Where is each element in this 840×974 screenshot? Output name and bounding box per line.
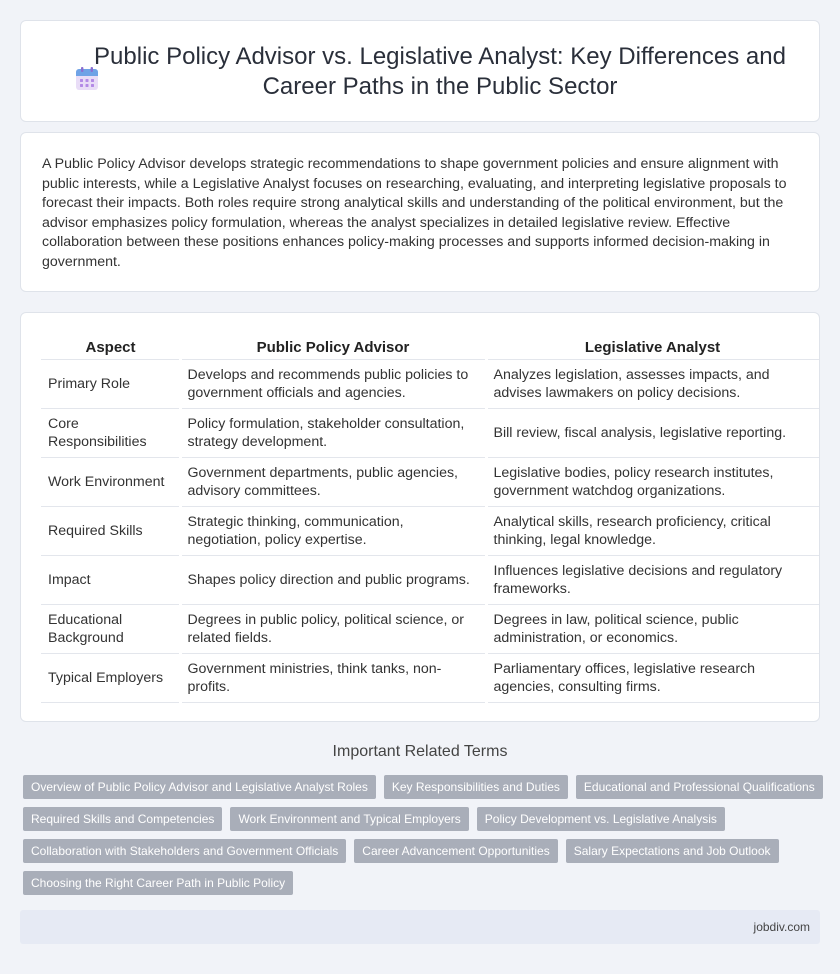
table-row xyxy=(41,653,819,702)
related-term-tag[interactable]: Salary Expectations and Job Outlook xyxy=(566,839,779,863)
related-term-tag[interactable]: Career Advancement Opportunities xyxy=(354,839,557,863)
comparison-table xyxy=(41,335,819,703)
row-advisor: Strategic thinking, communication, negotiation, policy expertise. xyxy=(180,506,486,555)
related-term-tag[interactable]: Overview of Public Policy Advisor and Legislative Analyst Roles xyxy=(23,775,376,799)
row-advisor: Develops and recommends public policies to government officials and agencies. xyxy=(180,359,486,408)
row-analyst: Bill review, fiscal analysis, legislative reporting. xyxy=(486,408,819,457)
row-aspect: Work Environment xyxy=(41,457,180,506)
intro-paragraph: A Public Policy Advisor develops strategic recommendations to shape government policies and ensure alignment with public interests, while a Legislative Analyst focuses on researching, evaluating, and interpreting legislative proposals to forecast their impacts. Both roles require strong analytical skills and understanding of the political environment, but the advisor emphasizes policy formulation, whereas the analyst specializes in detailed legislative review. Effective collaboration between these positions enhances policy-making processes and supports informed decision-making in government. xyxy=(42,156,787,270)
row-advisor: Government departments, public agencies, advisory committees. xyxy=(180,457,486,506)
row-analyst: Influences legislative decisions and regulatory frameworks. xyxy=(486,555,819,604)
row-aspect: Primary Role xyxy=(41,359,180,408)
header-advisor: Public Policy Advisor xyxy=(180,335,486,359)
footer xyxy=(20,910,820,944)
row-analyst: Analyzes legislation, assesses impacts, and advises lawmakers on policy decisions. xyxy=(486,359,819,408)
row-advisor: Government ministries, think tanks, non-profits. xyxy=(180,653,486,702)
related-term-tag[interactable]: Work Environment and Typical Employers xyxy=(230,807,468,831)
row-aspect: Required Skills xyxy=(41,506,180,555)
row-advisor: Policy formulation, stakeholder consultation, strategy development. xyxy=(180,408,486,457)
table-row xyxy=(41,359,819,408)
row-aspect: Educational Background xyxy=(41,604,180,653)
table-row xyxy=(41,604,819,653)
table-row xyxy=(41,506,819,555)
row-aspect: Core Responsibilities xyxy=(41,408,180,457)
table-header-row xyxy=(41,335,819,359)
table-row xyxy=(41,457,819,506)
page-title: Public Policy Advisor vs. Legislative Analyst: Key Differences and Career Paths in the Public Sector xyxy=(94,43,786,100)
comparison-card xyxy=(20,312,820,722)
row-advisor: Degrees in public policy, political science, or related fields. xyxy=(180,604,486,653)
header-aspect: Aspect xyxy=(41,335,180,359)
row-analyst: Parliamentary offices, legislative research agencies, consulting firms. xyxy=(486,653,819,702)
related-term-tag[interactable]: Collaboration with Stakeholders and Government Officials xyxy=(23,839,346,863)
row-analyst: Analytical skills, research proficiency, critical thinking, legal knowledge. xyxy=(486,506,819,555)
footer-site-link[interactable]: jobdiv.com xyxy=(753,920,810,934)
related-term-tag[interactable]: Educational and Professional Qualifications xyxy=(576,775,823,799)
related-term-tag[interactable]: Policy Development vs. Legislative Analysis xyxy=(477,807,725,831)
row-advisor: Shapes policy direction and public programs. xyxy=(180,555,486,604)
related-term-tag[interactable]: Required Skills and Competencies xyxy=(23,807,222,831)
header-analyst: Legislative Analyst xyxy=(486,335,819,359)
row-aspect: Typical Employers xyxy=(41,653,180,702)
related-term-tag[interactable]: Key Responsibilities and Duties xyxy=(384,775,568,799)
related-term-tag[interactable]: Choosing the Right Career Path in Public Policy xyxy=(23,871,293,895)
related-terms-list xyxy=(23,775,823,903)
row-analyst: Degrees in law, political science, public administration, or economics. xyxy=(486,604,819,653)
related-terms-heading: Important Related Terms xyxy=(332,743,508,760)
row-analyst: Legislative bodies, policy research institutes, government watchdog organizations. xyxy=(486,457,819,506)
intro-card xyxy=(20,132,820,292)
table-row xyxy=(41,408,819,457)
title-card xyxy=(20,20,820,122)
row-aspect: Impact xyxy=(41,555,180,604)
table-row xyxy=(41,555,819,604)
